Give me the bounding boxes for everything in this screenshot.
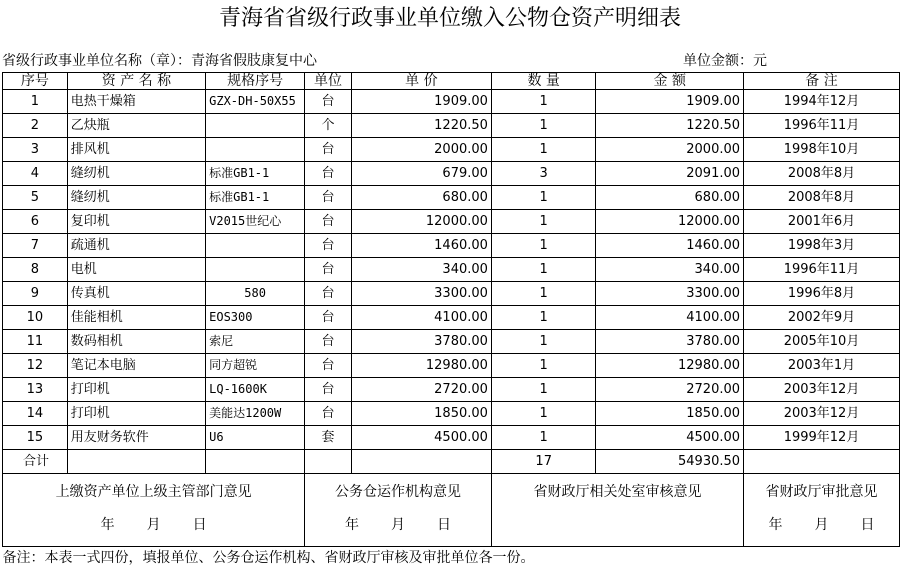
note-cell: 1999年12月 xyxy=(744,426,900,450)
spec-no-cell: U6 xyxy=(206,426,305,450)
table-row xyxy=(3,234,900,258)
quantity-cell: 1 xyxy=(491,402,596,426)
unit-name-label: 省级行政事业单位名称（章）：青海省假肢康复中心 xyxy=(2,53,317,69)
row-no-cell: 4 xyxy=(3,162,68,186)
unit-cell: 台 xyxy=(305,282,352,306)
note-cell: 2005年10月 xyxy=(744,330,900,354)
quantity-cell: 1 xyxy=(491,234,596,258)
signature-finance-approval: 省财政厅审批意见 xyxy=(744,474,900,511)
unit-price-cell: 1220.50 xyxy=(351,114,491,138)
amount-cell: 4100.00 xyxy=(596,306,744,330)
date-superior-dept: 年 月 日 xyxy=(3,510,305,546)
spec-no-cell: LQ-1600K xyxy=(206,378,305,402)
signature-date-row xyxy=(3,510,900,546)
unit-cell: 台 xyxy=(305,378,352,402)
spec-no-cell xyxy=(206,138,305,162)
unit-cell: 台 xyxy=(305,138,352,162)
row-no-cell: 12 xyxy=(3,354,68,378)
unit-cell: 台 xyxy=(305,234,352,258)
quantity-cell: 1 xyxy=(491,426,596,450)
row-no-cell: 15 xyxy=(3,426,68,450)
note-cell: 2002年9月 xyxy=(744,306,900,330)
header-no: 序号 xyxy=(3,73,68,90)
note-cell: 1996年11月 xyxy=(744,258,900,282)
asset-name-cell: 传真机 xyxy=(67,282,205,306)
quantity-cell: 3 xyxy=(491,162,596,186)
unit-price-cell: 12980.00 xyxy=(351,354,491,378)
amount-cell: 2000.00 xyxy=(596,138,744,162)
unit-cell: 台 xyxy=(305,90,352,114)
unit-cell: 台 xyxy=(305,186,352,210)
quantity-cell: 1 xyxy=(491,90,596,114)
spec-no-cell: 580 xyxy=(206,282,305,306)
footer-note-row xyxy=(3,546,900,569)
header-amount: 金 额 xyxy=(596,73,744,90)
footer-note: 备注：本表一式四份，填报单位、公务仓运作机构、省财政厅审核及审批单位各一份。 xyxy=(3,546,900,569)
quantity-cell: 1 xyxy=(491,210,596,234)
header-unit: 单位 xyxy=(305,73,352,90)
amount-cell: 3780.00 xyxy=(596,330,744,354)
header-note: 备 注 xyxy=(744,73,900,90)
signature-title-row xyxy=(3,474,900,511)
note-cell: 2001年6月 xyxy=(744,210,900,234)
unit-price-cell: 2000.00 xyxy=(351,138,491,162)
header-row xyxy=(3,73,900,90)
table-row xyxy=(3,186,900,210)
spec-no-cell: 美能达1200W xyxy=(206,402,305,426)
asset-name-cell: 乙炔瓶 xyxy=(67,114,205,138)
amount-cell: 1909.00 xyxy=(596,90,744,114)
spec-no-cell xyxy=(206,234,305,258)
unit-price-cell: 2720.00 xyxy=(351,378,491,402)
row-no-cell: 5 xyxy=(3,186,68,210)
unit-price-cell: 679.00 xyxy=(351,162,491,186)
asset-name-cell: 疏通机 xyxy=(67,234,205,258)
form-title: 青海省省级行政事业单位缴入公物仓资产明细表 xyxy=(218,6,681,31)
amount-cell: 2720.00 xyxy=(596,378,744,402)
row-no-cell: 6 xyxy=(3,210,68,234)
row-no-cell: 9 xyxy=(3,282,68,306)
unit-price-cell: 3780.00 xyxy=(351,330,491,354)
table-row xyxy=(3,162,900,186)
note-cell: 1998年3月 xyxy=(744,234,900,258)
table-row xyxy=(3,330,900,354)
amount-cell: 1460.00 xyxy=(596,234,744,258)
total-amount: 54930.50 xyxy=(596,450,744,474)
unit-price-cell: 4100.00 xyxy=(351,306,491,330)
asset-name-cell: 复印机 xyxy=(67,210,205,234)
table-row xyxy=(3,114,900,138)
spec-no-cell: GZX-DH-50X55 xyxy=(206,90,305,114)
total-label: 合计 xyxy=(3,450,68,474)
note-cell: 2003年12月 xyxy=(744,402,900,426)
date-finance-division xyxy=(491,510,743,546)
signature-warehouse-agency: 公务仓运作机构意见 xyxy=(305,474,492,511)
quantity-cell: 1 xyxy=(491,282,596,306)
spec-no-cell xyxy=(206,114,305,138)
amount-cell: 3300.00 xyxy=(596,282,744,306)
unit-cell: 台 xyxy=(305,330,352,354)
unit-cell: 台 xyxy=(305,258,352,282)
spec-no-cell: 同方超锐 xyxy=(206,354,305,378)
quantity-cell: 1 xyxy=(491,138,596,162)
unit-cell: 台 xyxy=(305,210,352,234)
note-cell: 1996年11月 xyxy=(744,114,900,138)
quantity-cell: 1 xyxy=(491,378,596,402)
total-qty: 17 xyxy=(491,450,596,474)
table-row xyxy=(3,138,900,162)
note-cell: 2003年1月 xyxy=(744,354,900,378)
spec-no-cell: V2015世纪心 xyxy=(206,210,305,234)
asset-name-cell: 电机 xyxy=(67,258,205,282)
asset-name-cell: 排风机 xyxy=(67,138,205,162)
table-row xyxy=(3,378,900,402)
table-row xyxy=(3,354,900,378)
note-cell: 1994年12月 xyxy=(744,90,900,114)
spec-no-cell: 索尼 xyxy=(206,330,305,354)
asset-name-cell: 缝纫机 xyxy=(67,162,205,186)
table-row xyxy=(3,282,900,306)
spec-no-cell: EOS300 xyxy=(206,306,305,330)
quantity-cell: 1 xyxy=(491,330,596,354)
unit-cell: 台 xyxy=(305,354,352,378)
unit-cell: 个 xyxy=(305,114,352,138)
header-price: 单 价 xyxy=(351,73,491,90)
note-cell: 1998年10月 xyxy=(744,138,900,162)
amount-cell: 4500.00 xyxy=(596,426,744,450)
row-no-cell: 7 xyxy=(3,234,68,258)
row-no-cell: 1 xyxy=(3,90,68,114)
header-spec: 规格序号 xyxy=(206,73,305,90)
table-row xyxy=(3,426,900,450)
asset-name-cell: 打印机 xyxy=(67,378,205,402)
row-no-cell: 13 xyxy=(3,378,68,402)
unit-price-cell: 340.00 xyxy=(351,258,491,282)
amount-cell: 1850.00 xyxy=(596,402,744,426)
spec-no-cell xyxy=(206,258,305,282)
note-cell: 1996年8月 xyxy=(744,282,900,306)
quantity-cell: 1 xyxy=(491,114,596,138)
unit-cell: 套 xyxy=(305,426,352,450)
row-no-cell: 3 xyxy=(3,138,68,162)
date-finance-approval: 年 月 日 xyxy=(744,510,900,546)
table-row xyxy=(3,402,900,426)
amount-cell: 2091.00 xyxy=(596,162,744,186)
asset-name-cell: 用友财务软件 xyxy=(67,426,205,450)
amount-unit-label: 单位金额：元 xyxy=(683,53,767,69)
quantity-cell: 1 xyxy=(491,354,596,378)
amount-cell: 340.00 xyxy=(596,258,744,282)
unit-price-cell: 4500.00 xyxy=(351,426,491,450)
unit-price-cell: 1909.00 xyxy=(351,90,491,114)
row-no-cell: 14 xyxy=(3,402,68,426)
asset-name-cell: 佳能相机 xyxy=(67,306,205,330)
header-name: 资 产 名 称 xyxy=(67,73,205,90)
table-row xyxy=(3,210,900,234)
signature-superior-dept: 上缴资产单位上级主管部门意见 xyxy=(3,474,305,511)
unit-cell: 台 xyxy=(305,306,352,330)
row-no-cell: 10 xyxy=(3,306,68,330)
table-row xyxy=(3,306,900,330)
date-warehouse-agency: 年 月 日 xyxy=(305,510,492,546)
header-qty: 数 量 xyxy=(491,73,596,90)
amount-cell: 12980.00 xyxy=(596,354,744,378)
asset-name-cell: 数码相机 xyxy=(67,330,205,354)
note-cell: 2003年12月 xyxy=(744,378,900,402)
asset-name-cell: 笔记本电脑 xyxy=(67,354,205,378)
signature-finance-division: 省财政厅相关处室审核意见 xyxy=(491,474,743,511)
asset-name-cell: 缝纫机 xyxy=(67,186,205,210)
unit-price-cell: 12000.00 xyxy=(351,210,491,234)
unit-price-cell: 1850.00 xyxy=(351,402,491,426)
total-row xyxy=(3,450,900,474)
asset-name-cell: 电热干燥箱 xyxy=(67,90,205,114)
unit-cell: 台 xyxy=(305,162,352,186)
unit-cell: 台 xyxy=(305,402,352,426)
quantity-cell: 1 xyxy=(491,306,596,330)
unit-price-cell: 680.00 xyxy=(351,186,491,210)
amount-cell: 680.00 xyxy=(596,186,744,210)
spec-no-cell: 标准GB1-1 xyxy=(206,186,305,210)
note-cell: 2008年8月 xyxy=(744,162,900,186)
note-cell: 2008年8月 xyxy=(744,186,900,210)
quantity-cell: 1 xyxy=(491,258,596,282)
asset-name-cell: 打印机 xyxy=(67,402,205,426)
spec-no-cell: 标准GB1-1 xyxy=(206,162,305,186)
amount-cell: 12000.00 xyxy=(596,210,744,234)
table-row xyxy=(3,258,900,282)
table-row xyxy=(3,90,900,114)
row-no-cell: 2 xyxy=(3,114,68,138)
quantity-cell: 1 xyxy=(491,186,596,210)
unit-price-cell: 3300.00 xyxy=(351,282,491,306)
unit-price-cell: 1460.00 xyxy=(351,234,491,258)
row-no-cell: 8 xyxy=(3,258,68,282)
amount-cell: 1220.50 xyxy=(596,114,744,138)
row-no-cell: 11 xyxy=(3,330,68,354)
asset-detail-table xyxy=(2,72,900,569)
